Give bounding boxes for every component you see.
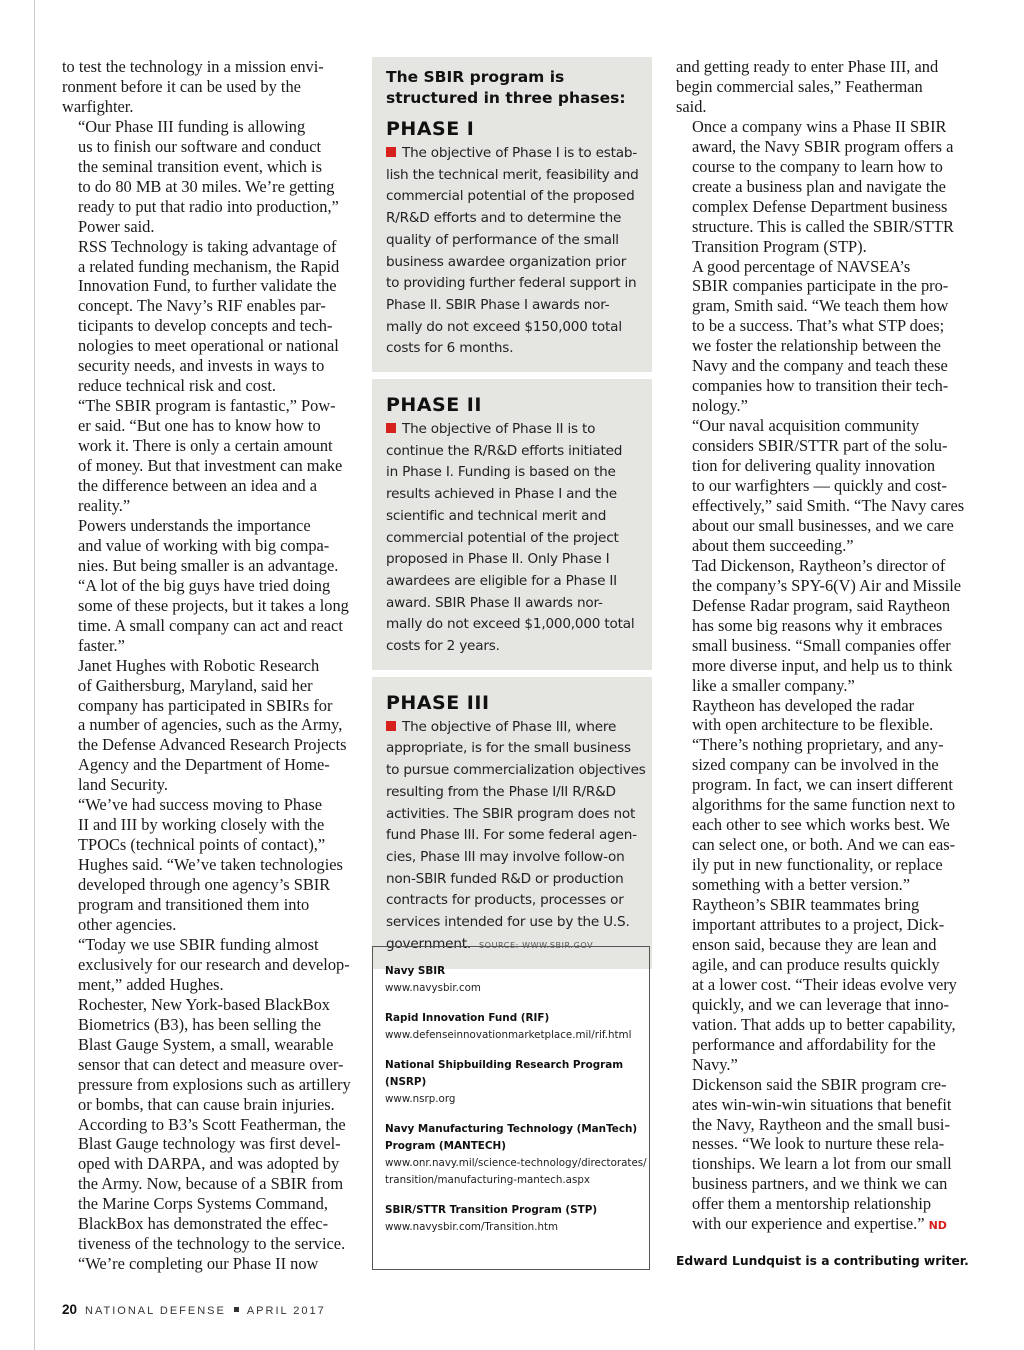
text-line: important attributes to a project, Dick- xyxy=(692,914,945,934)
text-line xyxy=(386,760,646,782)
line-text: costs for 6 months. xyxy=(386,340,514,357)
resource-link-title xyxy=(385,1202,637,1219)
text-line: can select one, or both. And we can eas- xyxy=(692,835,956,855)
line-text: R/R&D efforts and to determine the xyxy=(386,210,622,227)
text-line: nology.” xyxy=(692,396,748,416)
text-line: structured in three phases: xyxy=(386,89,626,107)
text-line: warfighter. xyxy=(62,96,134,116)
phase-block xyxy=(372,677,652,969)
text-line: companies how to transition their tech- xyxy=(692,376,949,396)
text-line: “Today we use SBIR funding almost xyxy=(78,934,319,954)
paragraph xyxy=(676,257,964,417)
line-text: resulting from the Phase I/II R/R&D xyxy=(386,783,616,800)
text-line: TPOCs (technical points of contact),” xyxy=(78,835,326,855)
text-line: (NSRP) xyxy=(385,1076,427,1088)
text-line: Navy and the company and teach these xyxy=(692,356,948,376)
text-line: course to the company to learn how to xyxy=(692,156,943,176)
text-line: Power said. xyxy=(78,216,155,236)
text-line: offer them a mentorship relationship xyxy=(692,1194,932,1214)
resource-link-item xyxy=(385,963,637,997)
line-text: award. SBIR Phase II awards nor- xyxy=(386,594,603,611)
text-line: we foster the relationship between the xyxy=(692,336,941,356)
text-line xyxy=(386,186,638,208)
phase-description xyxy=(386,143,638,360)
sbir-phases-sidebar xyxy=(372,57,652,969)
text-line: at a lower cost. “Their ideas evolve very xyxy=(692,974,957,994)
paragraph xyxy=(676,117,964,257)
text-line: a number of agencies, such as the Army, xyxy=(78,715,343,735)
bullet-square-icon xyxy=(386,423,396,433)
text-line: and value of working with big compa- xyxy=(78,535,330,555)
phase-block xyxy=(372,57,652,372)
paragraph xyxy=(62,396,350,516)
text-line: Dickenson said the SBIR program cre- xyxy=(692,1074,947,1094)
text-line: the Army. Now, because of a SBIR from xyxy=(78,1174,344,1194)
text-line: Navy Manufacturing Technology (ManTech) xyxy=(385,1123,638,1135)
line-text: cies, Phase III may involve follow-on xyxy=(386,848,625,865)
text-line: According to B3’s Scott Featherman, the xyxy=(78,1114,346,1134)
text-line: Powers understands the importance xyxy=(78,515,311,535)
text-line xyxy=(386,419,638,441)
phase-description xyxy=(386,419,638,658)
resource-links-box xyxy=(372,946,650,1270)
text-line: the difference between an idea and a xyxy=(78,476,318,496)
text-line: performance and affordability for the xyxy=(692,1034,936,1054)
resource-link-item xyxy=(385,1202,637,1236)
text-line: “A lot of the big guys have tried doing xyxy=(78,575,331,595)
text-line: “There’s nothing proprietary, and any- xyxy=(692,735,944,755)
text-line: exclusively for our research and develop- xyxy=(78,954,350,974)
resource-link-title xyxy=(385,1057,637,1091)
text-line: considers SBIR/STTR part of the solu- xyxy=(692,436,948,456)
paragraph xyxy=(62,1254,350,1274)
text-line: Blast Gauge System, a small, wearable xyxy=(78,1034,334,1054)
text-line: SBIR/STTR Transition Program (STP) xyxy=(385,1204,598,1216)
text-line: to be a success. That’s what STP does; xyxy=(692,316,945,336)
text-line xyxy=(386,441,638,463)
text-line: effectively,” said Smith. “The Navy cares xyxy=(692,495,965,515)
text-line: “We’ve had success moving to Phase xyxy=(78,795,323,815)
line-text: quality of performance of the small xyxy=(386,231,619,248)
publication-name: NATIONAL DEFENSE xyxy=(85,1305,226,1317)
bullet-square-icon xyxy=(386,147,396,157)
article-column-left xyxy=(62,57,350,1274)
text-line: complex Defense Department business xyxy=(692,196,948,216)
text-line: the Marine Corps Systems Command, xyxy=(78,1194,328,1214)
line-text: proposed in Phase II. Only Phase I xyxy=(386,551,610,568)
sidebar-divider xyxy=(372,670,652,677)
text-line: security needs, and invests in ways to xyxy=(78,356,325,376)
author-byline: Edward Lundquist is a contributing writer. xyxy=(676,1254,969,1268)
text-line: with open architecture to be flexible. xyxy=(692,715,934,735)
text-line: the Navy, Raytheon and the small busi- xyxy=(692,1114,950,1134)
text-line: sensor that can detect and measure over- xyxy=(78,1054,344,1074)
text-line: of Gaithersburg, Maryland, said her xyxy=(78,675,313,695)
text-line: us to finish our software and conduct xyxy=(78,136,322,156)
line-text: commercial potential of the proposed xyxy=(386,188,635,205)
text-line: The SBIR program is xyxy=(386,68,565,86)
text-line: Rapid Innovation Fund (RIF) xyxy=(385,1012,550,1024)
text-line: each other to see which works best. We xyxy=(692,815,950,835)
text-line xyxy=(386,317,638,339)
text-line: and getting ready to enter Phase III, and xyxy=(676,57,939,76)
text-line: concept. The Navy’s RIF enables par- xyxy=(78,296,326,316)
text-line xyxy=(386,252,638,274)
text-line: Blast Gauge technology was first devel- xyxy=(78,1134,341,1154)
text-line: Tad Dickenson, Raytheon’s director of xyxy=(692,555,946,575)
text-line: SBIR companies participate in the pro- xyxy=(692,276,949,296)
resource-link-title xyxy=(385,1121,637,1155)
phase-block xyxy=(372,379,652,670)
text-line xyxy=(386,338,638,360)
line-text: services intended for use by the U.S. xyxy=(386,914,630,931)
text-line: company has participated in SBIRs for xyxy=(78,695,333,715)
text-line: said. xyxy=(676,96,707,116)
text-line: nologies to meet operational or national xyxy=(78,336,339,356)
line-text: in Phase I. Funding is based on the xyxy=(386,464,616,481)
footer-separator xyxy=(234,1307,239,1312)
paragraph xyxy=(676,57,964,117)
text-line: www.navysbir.com xyxy=(385,982,481,994)
text-line: with our experience and expertise.” ND xyxy=(692,1214,947,1234)
article-column-right xyxy=(676,57,964,1236)
text-line: er said. “But one has to know how to xyxy=(78,416,321,436)
line-text: The objective of Phase III, where xyxy=(402,718,617,735)
text-line: Program (MANTECH) xyxy=(385,1140,506,1152)
page-footer xyxy=(62,1302,326,1317)
text-line: time. A small company can act and react xyxy=(78,615,343,635)
sidebar-heading xyxy=(386,67,638,109)
text-line xyxy=(386,782,638,804)
text-line: ily put in new functionality, or replace xyxy=(692,855,943,875)
resource-link-url xyxy=(385,1219,637,1236)
text-line: Agency and the Department of Home- xyxy=(78,755,330,775)
text-line: program. In fact, we can insert different xyxy=(692,775,953,795)
text-line: tionships. We learn a lot from our small xyxy=(692,1154,952,1174)
text-line xyxy=(386,208,638,230)
text-line: Raytheon has developed the radar xyxy=(692,695,915,715)
text-line xyxy=(386,571,638,593)
text-line: algorithms for the same function next to xyxy=(692,795,956,815)
text-line: BlackBox has demonstrated the effec- xyxy=(78,1214,329,1234)
paragraph xyxy=(62,656,350,796)
paragraph xyxy=(676,1075,964,1237)
phase-title: PHASE III xyxy=(386,691,490,714)
text-line: ticipants to develop concepts and tech- xyxy=(78,316,333,336)
phase-description xyxy=(386,717,646,957)
resource-link-url xyxy=(385,980,637,997)
text-line xyxy=(386,165,638,187)
text-line: “Our naval acquisition community xyxy=(692,416,920,436)
text-line: Transition Program (STP). xyxy=(692,236,867,256)
line-text: lish the technical merit, feasibility and xyxy=(386,166,639,183)
line-text: continue the R/R&D efforts initiated xyxy=(386,442,623,459)
resource-link-url xyxy=(385,1027,637,1044)
text-line xyxy=(386,825,638,847)
text-line: Rochester, New York-based BlackBox xyxy=(78,994,330,1014)
text-line: ronment before it can be used by the xyxy=(62,76,301,96)
resource-link-item xyxy=(385,1010,637,1044)
text-line: like a smaller company.” xyxy=(692,675,855,695)
text-line: Janet Hughes with Robotic Research xyxy=(78,655,320,675)
text-line: small business. “Small companies offer xyxy=(692,635,951,655)
text-line xyxy=(386,717,638,739)
text-line: program and transitioned them into xyxy=(78,895,310,915)
text-line: www.onr.navy.mil/science-technology/directorates/ xyxy=(385,1157,647,1169)
text-line: vation. That adds up to better capability, xyxy=(692,1014,956,1034)
text-line xyxy=(386,484,638,506)
line-text: awardees are eligible for a Phase II xyxy=(386,572,617,589)
text-line: Raytheon’s SBIR teammates bring xyxy=(692,895,920,915)
text-line: ment,” added Hughes. xyxy=(78,974,224,994)
text-line: reduce technical risk and cost. xyxy=(78,376,276,396)
text-line: Biometrics (B3), has been selling the xyxy=(78,1014,322,1034)
source-credit: SOURCE: WWW.SBIR.GOV xyxy=(479,940,594,950)
text-line: ates win-win-win situations that benefit xyxy=(692,1094,952,1114)
phase-title: PHASE I xyxy=(386,118,475,140)
text-line: work it. There is only a certain amount xyxy=(78,436,333,456)
text-line: www.nsrp.org xyxy=(385,1093,456,1105)
sidebar-divider xyxy=(372,372,652,379)
text-line: Innovation Fund, to further validate the xyxy=(78,276,337,296)
text-line: tiveness of the technology to the service. xyxy=(78,1234,346,1254)
resource-link-item xyxy=(385,1057,637,1108)
text-line xyxy=(386,847,638,869)
text-line: RSS Technology is taking advantage of xyxy=(78,236,337,256)
text-line: pressure from explosions such as artillery xyxy=(78,1074,351,1094)
resource-link-url xyxy=(385,1155,647,1189)
line-text: scientific and technical merit and xyxy=(386,507,607,524)
line-text: contracts for products, processes or xyxy=(386,892,624,909)
paragraph xyxy=(676,696,964,896)
line-text: mally do not exceed $1,000,000 total xyxy=(386,616,635,633)
paragraph xyxy=(62,237,350,397)
resource-link-title xyxy=(385,963,637,980)
text-line: A good percentage of NAVSEA’s xyxy=(692,256,911,276)
text-line: Navy.” xyxy=(692,1054,738,1074)
text-line: agile, and can produce results quickly xyxy=(692,954,940,974)
text-line: award, the Navy SBIR program offers a xyxy=(692,136,954,156)
line-text: commercial potential of the project xyxy=(386,529,619,546)
text-line: other agencies. xyxy=(78,914,177,934)
line-text: non-SBIR funded R&D or production xyxy=(386,870,624,887)
text-line: transition/manufacturing-mantech.aspx xyxy=(385,1174,590,1186)
text-line: gram, Smith said. “We teach them how xyxy=(692,296,949,316)
text-line: about our small businesses, and we care xyxy=(692,515,954,535)
line-text: business awardee organization prior xyxy=(386,253,627,270)
text-line xyxy=(386,528,638,550)
text-line: about them succeeding.” xyxy=(692,535,854,555)
text-line: “We’re completing our Phase II now xyxy=(78,1254,319,1274)
line-text: to pursue commercialization objectives xyxy=(386,762,646,779)
line-text: The objective of Phase II is to xyxy=(402,421,596,438)
line-text: government. xyxy=(386,935,471,952)
line-text: to providing further federal support in xyxy=(386,275,637,292)
resource-link-url xyxy=(385,1091,637,1108)
line-text: activities. The SBIR program does not xyxy=(386,805,636,822)
text-line xyxy=(386,295,638,317)
text-line xyxy=(386,506,638,528)
resource-link-title xyxy=(385,1010,637,1027)
text-line: Defense Radar program, said Raytheon xyxy=(692,595,951,615)
bullet-square-icon xyxy=(386,721,396,731)
line-text: Phase II. SBIR Phase I awards nor- xyxy=(386,296,610,313)
issue-date: APRIL 2017 xyxy=(246,1305,326,1317)
text-line: II and III by working closely with the xyxy=(78,815,325,835)
text-line xyxy=(386,230,638,252)
text-line: nies. But being smaller is an advantage. xyxy=(78,555,339,575)
text-line xyxy=(386,912,638,934)
text-line: more diverse input, and help us to think xyxy=(692,655,953,675)
text-line: structure. This is called the SBIR/STTR xyxy=(692,216,954,236)
text-line: faster.” xyxy=(78,635,125,655)
text-line: to our warfighters — quickly and cost- xyxy=(692,476,947,496)
end-mark: ND xyxy=(928,1219,947,1233)
paragraph xyxy=(62,516,350,656)
text-line: National Shipbuilding Research Program xyxy=(385,1059,624,1071)
text-line xyxy=(386,869,638,891)
line-text: costs for 2 years. xyxy=(386,638,500,655)
text-line: the company’s SPY-6(V) Air and Missile xyxy=(692,575,962,595)
text-line: something with a better version.” xyxy=(692,875,911,895)
text-line: some of these projects, but it takes a long xyxy=(78,595,349,615)
line-text: fund Phase III. For some federal agen- xyxy=(386,827,637,844)
paragraph xyxy=(62,117,350,237)
paragraph xyxy=(676,556,964,696)
text-line: Hughes said. “We’ve taken technologies xyxy=(78,855,343,875)
line-text: The objective of Phase I is to estab- xyxy=(402,145,638,161)
text-line xyxy=(386,593,638,615)
text-line xyxy=(386,890,638,912)
text-line: reality.” xyxy=(78,495,131,515)
text-line xyxy=(386,549,638,571)
text-line xyxy=(386,273,638,295)
text-line: has some big reasons why it embraces xyxy=(692,615,943,635)
text-line: a related funding mechanism, the Rapid xyxy=(78,256,340,276)
text-line: enson said, because they are lean and xyxy=(692,934,937,954)
text-line xyxy=(386,143,638,165)
paragraph xyxy=(676,416,964,556)
text-line: land Security. xyxy=(78,775,168,795)
paragraph xyxy=(62,795,350,935)
text-line: begin commercial sales,” Featherman xyxy=(676,76,923,96)
text-line: of money. But that investment can make xyxy=(78,456,343,476)
text-line: www.navysbir.com/Transition.htm xyxy=(385,1221,559,1233)
text-line: “The SBIR program is fantastic,” Pow- xyxy=(78,396,336,416)
text-line: ready to put that radio into production,” xyxy=(78,196,339,216)
text-line: Navy SBIR xyxy=(385,965,446,977)
text-line: www.defenseinnovationmarketplace.mil/rif.html xyxy=(385,1029,632,1041)
text-line: nesses. “We look to nurture these rela- xyxy=(692,1134,945,1154)
line-text: mally do not exceed $150,000 total xyxy=(386,318,622,335)
text-line: to test the technology in a mission envi- xyxy=(62,57,324,76)
page-edge-rule xyxy=(34,0,35,1350)
text-line: sized company can be involved in the xyxy=(692,755,939,775)
text-line: oped with DARPA, and was adopted by xyxy=(78,1154,340,1174)
text-line: tion for delivering quality innovation xyxy=(692,456,936,476)
paragraph xyxy=(62,57,350,117)
page-number: 20 xyxy=(62,1302,78,1317)
paragraph xyxy=(676,895,964,1075)
paragraph xyxy=(62,935,350,995)
text-line: “Our Phase III funding is allowing xyxy=(78,116,306,136)
text-line: quickly, and we can leverage that inno- xyxy=(692,994,949,1014)
text-line xyxy=(386,804,638,826)
text-line xyxy=(386,738,638,760)
line-text: appropriate, is for the small business xyxy=(386,740,631,757)
text-line: create a business plan and navigate the xyxy=(692,176,946,196)
text-line: to do 80 MB at 30 miles. We’re getting xyxy=(78,176,335,196)
text-line xyxy=(386,636,638,658)
text-line: the seminal transition event, which is xyxy=(78,156,322,176)
text-line xyxy=(386,462,638,484)
text-line xyxy=(386,614,638,636)
line-text: results achieved in Phase I and the xyxy=(386,486,617,503)
resource-link-item xyxy=(385,1121,647,1189)
text-line: or bombs, that can cause brain injuries. xyxy=(78,1094,335,1114)
phase-title: PHASE II xyxy=(386,394,482,417)
text-line: business partners, and we think we can xyxy=(692,1174,948,1194)
paragraph xyxy=(62,995,350,1254)
text-line: Once a company wins a Phase II SBIR xyxy=(692,116,947,136)
text-line: developed through one agency’s SBIR xyxy=(78,875,331,895)
text-line: the Defense Advanced Research Projects xyxy=(78,735,347,755)
